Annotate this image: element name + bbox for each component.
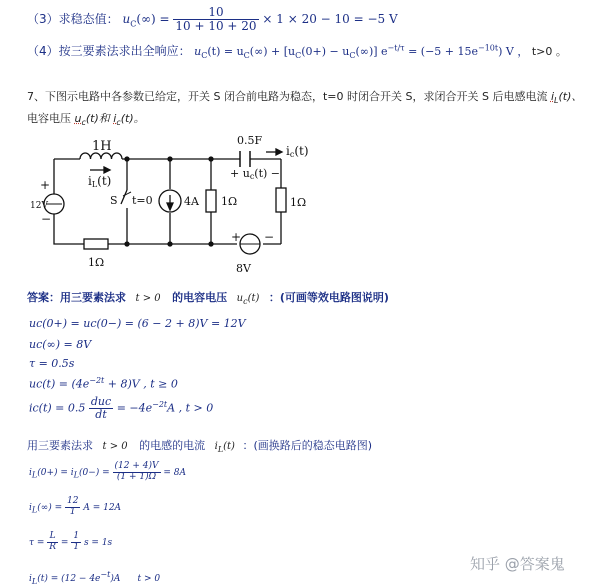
problem-var-il-end: (t)、 [558, 90, 583, 103]
answer-heading-mid: 的电容电压 [172, 291, 228, 304]
step4-expr-u: u [194, 45, 202, 58]
inductor-eq2-den: 1 [69, 506, 76, 517]
resistor-right-symbol [276, 188, 286, 212]
inductor-eq2-pre: i [29, 502, 32, 513]
ic-arrow-head [276, 149, 282, 155]
label-uc: + uc(t) − [230, 167, 281, 181]
switch-arc [123, 192, 131, 196]
answer-eq5-exp: −2t [152, 399, 168, 409]
inductor-eq3-num1: L [47, 532, 58, 543]
problem-var-uc: u [74, 112, 82, 125]
problem-text-1: 7、下图示电路中各参数已给定，开关 S 闭合前电路为稳态，t=0 时闭合开关 S，求闭合开关 S 后电感电流 [27, 90, 548, 103]
wire-left-lower [54, 214, 84, 244]
inductor-eq1-frac [113, 462, 161, 483]
inductor-eq4-end: )A t > 0 [110, 574, 161, 584]
junction-5 [168, 242, 172, 246]
answer-eq5-mid: = −4e [116, 401, 153, 415]
step4-expr-mid4: (∞)] e [355, 45, 388, 58]
inductor-heading-mid: 的电感的电流 [139, 439, 206, 452]
inductor-heading-pre: 用三要素法求 [27, 439, 93, 452]
watermark: 知乎 @答案鬼 [470, 555, 565, 573]
step3-lhs: u [122, 12, 131, 27]
answer-eq5-end: A , t > 0 [167, 401, 214, 415]
inductor-eq1-mid2: (0−) = [78, 467, 110, 478]
inductor-eq1-num: (12 + 4)V [114, 461, 159, 471]
inductor-eq3-frac2 [71, 532, 81, 553]
step4-expr-rhs-end: ) V ， [498, 45, 529, 58]
resistor-bottom-symbol [84, 239, 108, 249]
label-inductor: 1H [92, 139, 112, 154]
capacitor-symbol [240, 151, 250, 167]
step3-lhs-arg: (∞) = [136, 12, 170, 27]
answer-eq4-exp: −2t [89, 376, 105, 385]
problem-var-il: i [550, 90, 555, 103]
answer-heading-note: ：(可画等效电路图说明) [268, 291, 389, 304]
step3-frac-den: 10 + 10 + 20 [175, 19, 257, 34]
junction-1 [125, 157, 129, 161]
answer-eq3: τ = 0.5s [29, 357, 75, 370]
label-switch: S [110, 194, 118, 207]
inductor-eq2-sub: L [31, 505, 38, 515]
step4-expr-mid3-sub: C [349, 51, 356, 61]
step4-expr-mid3: (0+) − u [301, 45, 350, 58]
step4-expr-sub: C [201, 51, 208, 61]
step3-lhs-sub: C [130, 19, 137, 29]
inductor-eq3-num2: 1 [73, 531, 80, 541]
inductor-eq4 [29, 570, 160, 586]
resistor-mid-symbol [206, 190, 216, 212]
inductor-eq2-end: A = 12A [83, 502, 122, 513]
answer-heading-var-end: (t) [247, 293, 260, 304]
il-arrow-head [104, 167, 110, 173]
step4-expr-rhs-exp: −10t [478, 43, 499, 53]
inductor-eq3-den1: R [49, 541, 57, 552]
answer-heading-var: u [236, 293, 244, 304]
inductor-eq2-mid: (∞) = [37, 502, 63, 513]
inductor-eq1-mid: (0+) = i [37, 467, 74, 478]
step3-line [27, 6, 398, 33]
problem-var-il-sub: L [554, 96, 559, 106]
answer-eq1: uc(0+) = uc(0−) = (6 − 2 + 8)V = 12V [29, 317, 246, 330]
inductor-eq3-end: s = 1s [83, 537, 113, 548]
inductor-heading-note: ：(画换路后的稳态电路图) [242, 439, 373, 452]
step4-expr-mid-sub: C [243, 51, 250, 61]
inductor-eq4-exp: −t [100, 570, 111, 579]
problem-var-ic: i [113, 112, 117, 125]
label-switch-time: t=0 [132, 194, 153, 207]
label-rright: 1Ω [290, 196, 307, 209]
inductor-heading-cond: t > 0 [102, 441, 128, 452]
inductor-eq1-sub: L [31, 470, 38, 480]
step3-frac-num: 10 [173, 6, 258, 20]
label-8v: 8V [236, 262, 251, 275]
inductor-eq4-pre: i [29, 574, 32, 584]
step4-expr-rhs: = (−5 + 15e [408, 45, 479, 58]
inductor-eq3-pre: τ = [29, 537, 45, 548]
step4-cond: t>0 。 [531, 45, 567, 58]
problem-var-uc-end: (t)和 [85, 112, 110, 125]
label-capacitor: 0.5F [237, 134, 263, 147]
problem-var-ic-sub: c [116, 118, 121, 128]
answer-eq5 [29, 396, 213, 421]
label-8v-plus: + [231, 230, 242, 244]
answer-eq4 [29, 376, 178, 391]
problem-line1 [27, 88, 582, 105]
answer-eq2: uc(∞) = 8V [29, 338, 92, 351]
step4-label: （4）按三要素法求出全响应： [27, 44, 191, 58]
inductor-eq1-pre: i [29, 467, 32, 478]
inductor-eq3-mid: = [60, 537, 69, 548]
inductor-eq4-sub: L [31, 576, 38, 586]
inductor-heading-var: i [214, 441, 218, 452]
inductor-eq1-sub2: L [73, 470, 79, 480]
step4-expr-mid: (t) = u [207, 45, 244, 58]
inductor-eq1-end: = 8A [163, 467, 187, 478]
answer-heading [27, 289, 389, 306]
answer-eq4-pre: uc(t) = (4e [29, 377, 90, 391]
step4-line [27, 42, 567, 60]
step4-expr-exp: −t/τ [387, 43, 405, 53]
answer-heading-var-sub: c [243, 297, 248, 307]
inductor-eq3-frac1 [47, 532, 58, 553]
answer-eq5-den: dt [95, 408, 107, 422]
step3-label: （3）求稳态值： [27, 12, 119, 27]
answer-eq5-pre: ic(t) = 0.5 [29, 401, 86, 415]
label-il: iL(t) [88, 174, 112, 189]
answer-eq4-end: + 8)V , t ≥ 0 [104, 377, 178, 391]
junction-6 [209, 242, 213, 246]
label-12v-plus: + [40, 178, 51, 192]
answer-heading-cond: t > 0 [135, 293, 161, 304]
step3-rhs: × 1 × 20 − 10 = −5 V [262, 12, 398, 27]
step3-fraction [173, 6, 258, 33]
inductor-eq2-num: 12 [67, 496, 79, 506]
label-12v: 12V [30, 201, 48, 211]
junction-3 [209, 157, 213, 161]
switch-blade [121, 190, 127, 204]
label-rbottom: 1Ω [88, 256, 105, 269]
label-ic: ic(t) [286, 144, 309, 159]
answer-eq5-num: duc [90, 395, 112, 408]
label-8v-minus: − [264, 230, 275, 244]
inductor-heading-var-sub: L [217, 445, 224, 455]
label-4a: 4A [184, 195, 199, 208]
inductor-eq3-den2: 1 [73, 541, 80, 552]
step4-expr-mid2-sub: C [295, 51, 302, 61]
step4-expr-mid2: (∞) + [u [249, 45, 296, 58]
inductor-heading [27, 437, 372, 454]
label-12v-minus: − [41, 212, 52, 226]
inductor-eq2-frac [65, 497, 80, 518]
problem-line2 [27, 110, 145, 127]
answer-eq5-frac [89, 396, 113, 421]
label-rmid: 1Ω [221, 195, 238, 208]
circuit-diagram [30, 132, 320, 278]
answer-heading-pre: 答案：用三要素法求 [27, 291, 126, 304]
junction-4 [125, 242, 129, 246]
problem-var-ic-end: (t)。 [120, 112, 145, 125]
junction-2 [168, 157, 172, 161]
problem-text-2: 电容电压 [27, 112, 71, 125]
inductor-eq1-den: (1 + 1)Ω [116, 471, 157, 482]
inductor-eq2 [29, 497, 121, 518]
inductor-eq1 [29, 462, 186, 483]
inductor-heading-var-end: (t) [223, 441, 235, 452]
inductor-eq4-mid: (t) = (12 − 4e [37, 574, 101, 584]
inductor-eq3 [29, 532, 112, 553]
problem-var-uc-sub: c [81, 118, 86, 128]
